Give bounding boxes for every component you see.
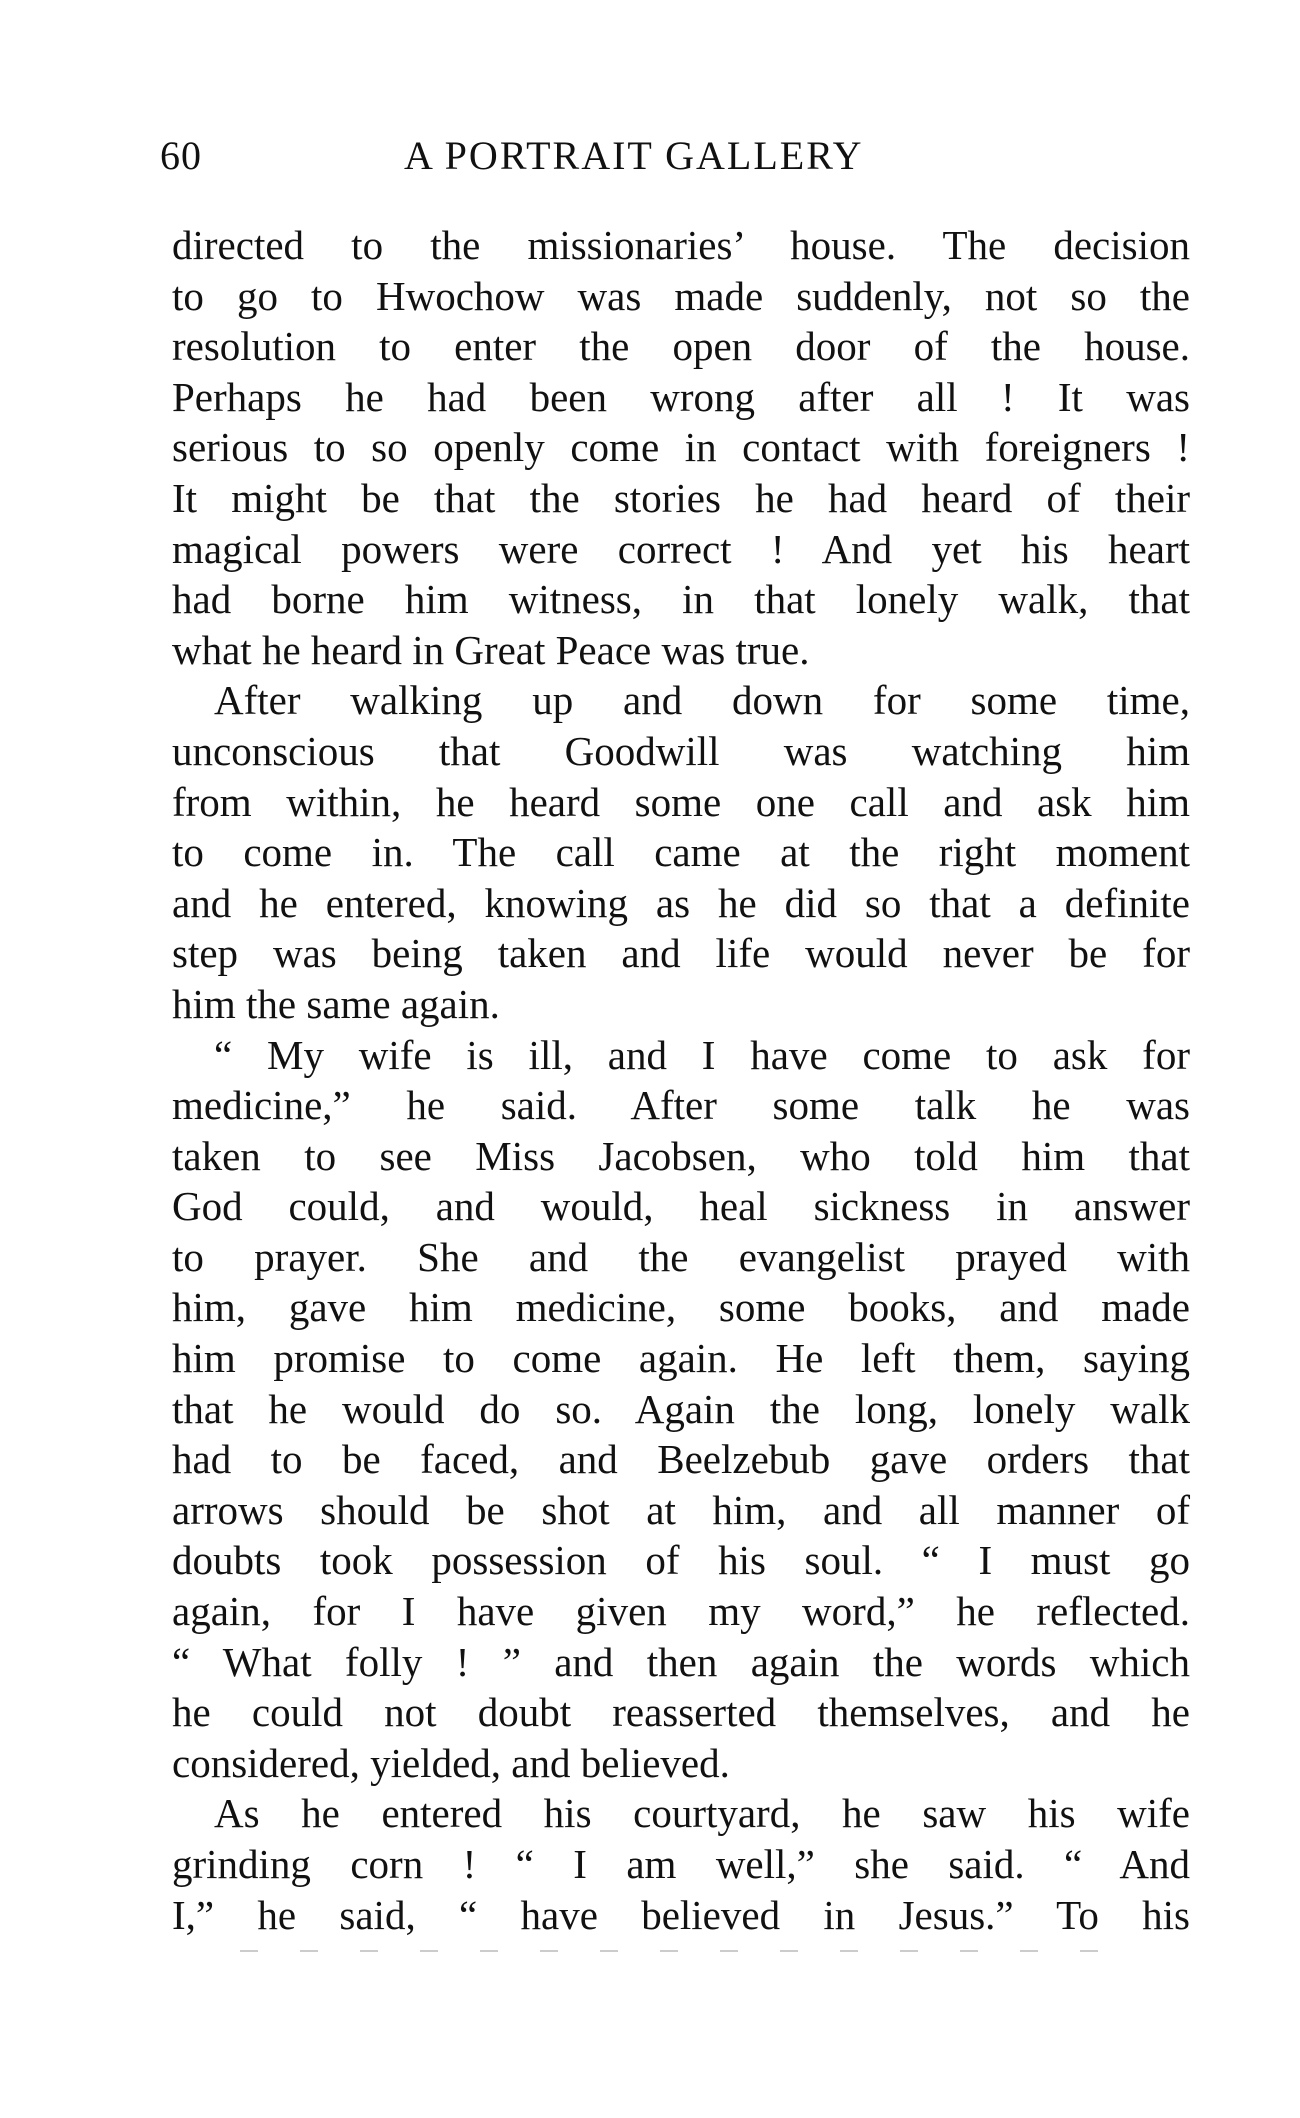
text-line: directed to the missionaries’ house. The decision [172, 222, 1190, 268]
text-line: him the same again. [172, 980, 500, 1027]
text-line: he could not doubt reasserted themselves, and he [172, 1689, 1190, 1736]
text-line: It might be that the stories he had heard of their [172, 474, 1190, 521]
text-line: arrows should be shot at him, and all manner of [172, 1486, 1190, 1533]
running-title: A PORTRAIT GALLERY [404, 133, 864, 178]
paragraph [172, 1030, 1190, 1789]
page-number: 60 [160, 133, 202, 178]
text-line: him promise to come again. He left them, saying [172, 1335, 1190, 1382]
body-text [172, 220, 1190, 1940]
text-line: As he entered his courtyard, he saw his wife [214, 1790, 1190, 1837]
text-line: considered, yielded, and believed. [172, 1739, 730, 1786]
text-line: to go to Hwochow was made suddenly, not so the [172, 272, 1190, 319]
text-line: I,” he said, “ have believed in Jesus.” To his [172, 1891, 1190, 1938]
text-line: that he would do so. Again the long, lonely walk [172, 1385, 1190, 1432]
text-line: resolution to enter the open door of the house. [172, 323, 1190, 370]
text-line: step was being taken and life would never be for [172, 930, 1190, 977]
text-line: doubts took possession of his soul. “ I must go [172, 1537, 1190, 1584]
text-line: unconscious that Goodwill was watching him [172, 727, 1190, 774]
text-line: to prayer. She and the evangelist prayed with [172, 1233, 1190, 1280]
text-line: to come in. The call came at the right moment [172, 829, 1190, 876]
text-line: “ My wife is ill, and I have come to ask for [214, 1031, 1190, 1078]
text-line: “ What folly ! ” and then again the words which [172, 1638, 1190, 1685]
page-header [160, 132, 1210, 182]
text-line: and he entered, knowing as he did so that a definite [172, 879, 1190, 926]
text-line: had to be faced, and Beelzebub gave orders that [172, 1436, 1190, 1483]
text-line: him, gave him medicine, some books, and made [172, 1284, 1190, 1331]
text-line: magical powers were correct ! And yet his heart [172, 525, 1190, 572]
text-line: medicine,” he said. After some talk he was [172, 1082, 1190, 1129]
text-line: After walking up and down for some time, [214, 677, 1190, 724]
text-line: had borne him witness, in that lonely walk, that [172, 576, 1190, 623]
text-line: again, for I have given my word,” he reflected. [172, 1588, 1190, 1635]
paragraph [172, 220, 1190, 675]
text-line: God could, and would, heal sickness in answer [172, 1183, 1190, 1230]
text-line: taken to see Miss Jacobsen, who told him that [172, 1132, 1190, 1179]
text-line: from within, he heard some one call and ask him [172, 778, 1190, 825]
text-line: Perhaps he had been wrong after all ! It was [172, 373, 1190, 420]
paragraph [172, 675, 1190, 1029]
bottom-page-edge-marks [240, 1950, 1100, 1952]
text-line: serious to so openly come in contact with foreigners ! [172, 424, 1190, 471]
text-line: what he heard in Great Peace was true. [172, 626, 810, 673]
paragraph [172, 1788, 1190, 1940]
text-line: grinding corn ! “ I am well,” she said. “ And [172, 1841, 1190, 1887]
